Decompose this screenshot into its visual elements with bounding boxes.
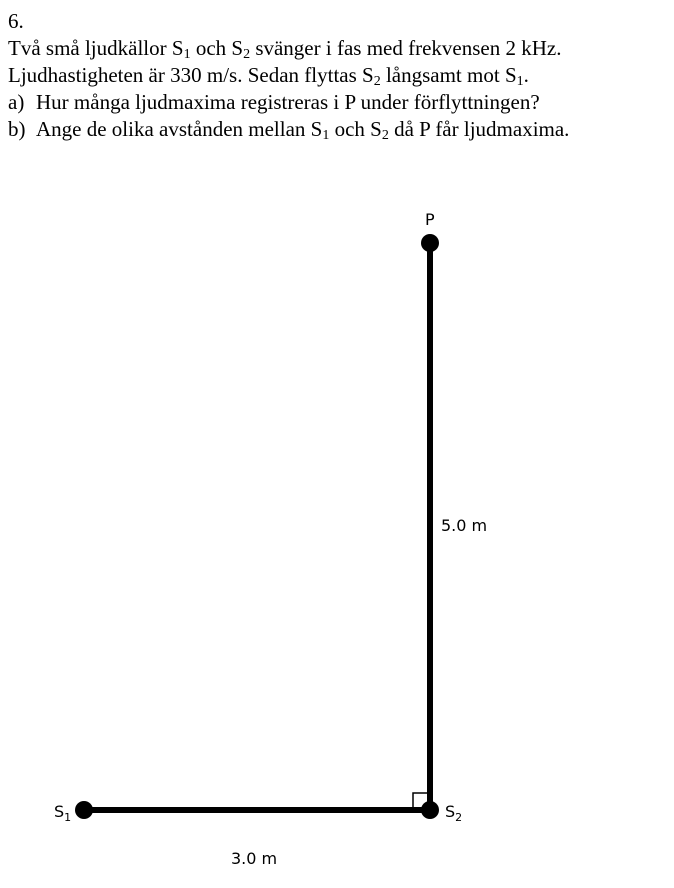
question-a-text: Hur många ljudmaxima registreras i P under förflyttningen? [36, 90, 540, 114]
line2-pre: Ljudhastigheten är 330 m/s. Sedan flyttas S [8, 63, 374, 87]
line1-pre: Två små ljudkällor S [8, 36, 184, 60]
line2-post: . [523, 63, 529, 87]
point-p-dot [421, 234, 439, 252]
source-s2-label [445, 802, 462, 824]
vertical-distance-label: 5.0 m [441, 516, 488, 535]
line1-mid: och S [190, 36, 244, 60]
line2-sub2: 1 [516, 74, 524, 89]
line2-sub1: 2 [373, 74, 381, 89]
question-b-pre: Ange de olika avstånden mellan S [36, 117, 323, 141]
horizontal-distance-label: 3.0 m [231, 849, 278, 868]
line1-sub2: 2 [243, 47, 251, 62]
s1-subscript: 1 [64, 811, 72, 824]
source-s2-dot [421, 801, 439, 819]
point-p-label: P [425, 210, 435, 229]
s2-subscript: 2 [455, 811, 463, 824]
source-s1-label [54, 802, 71, 824]
s2-letter: S [445, 802, 456, 821]
question-b-sub1: 1 [322, 128, 330, 143]
question-b-mid: och S [329, 117, 382, 141]
source-s1-dot [75, 801, 93, 819]
s1-letter: S [54, 802, 65, 821]
line1-sub1: 1 [183, 47, 191, 62]
question-b-post: då P får ljudmaxima. [388, 117, 570, 141]
line1-post: svänger i fas med frekvensen 2 kHz. [250, 36, 562, 60]
question-b-sub2: 2 [381, 128, 389, 143]
line2-mid: långsamt mot S [380, 63, 517, 87]
problem-number: 6. [8, 9, 24, 33]
question-a-label: a) [8, 90, 25, 114]
question-b-label: b) [8, 117, 26, 141]
